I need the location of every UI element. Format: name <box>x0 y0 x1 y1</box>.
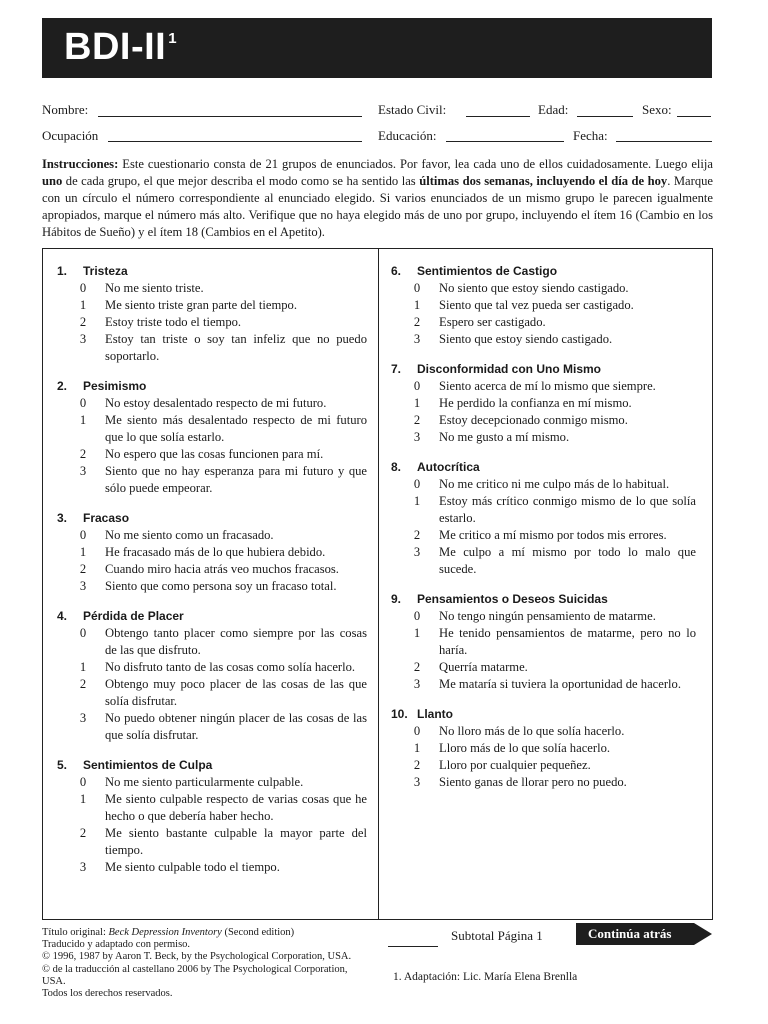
answer-option-text: Siento que estoy siendo castigado. <box>439 332 613 346</box>
answer-option[interactable] <box>391 378 696 395</box>
question-item <box>391 263 696 348</box>
answer-option-text: Lloro por cualquier pequeñez. <box>439 758 591 772</box>
answer-option-text: Me mataría si tuviera la oportunidad de hacerlo. <box>439 677 681 691</box>
answer-option[interactable] <box>57 791 367 825</box>
answer-option-number[interactable]: 1 <box>413 741 421 755</box>
title-text: BDI-II <box>64 26 167 68</box>
question-number: 9. <box>391 592 402 606</box>
estado-civil-field[interactable] <box>378 102 446 118</box>
answer-option-text: Me siento bastante culpable la mayor parte del tiempo. <box>105 826 367 857</box>
edad-line[interactable] <box>577 116 633 117</box>
estado-civil-line[interactable] <box>466 116 530 117</box>
answer-option[interactable] <box>57 446 367 463</box>
answer-option-text: No disfruto tanto de las cosas como solía hacerlo. <box>105 660 356 674</box>
educacion-line[interactable] <box>446 141 564 142</box>
answer-option[interactable] <box>57 859 367 876</box>
instructions-lead: Instrucciones: <box>42 157 119 171</box>
answer-option[interactable] <box>57 676 367 710</box>
answer-option[interactable] <box>57 297 367 314</box>
answer-option-number[interactable]: 0 <box>79 626 87 640</box>
instructions-bold-2: últimas dos semanas, incluyendo el día de hoy <box>419 174 668 188</box>
answer-option-text: Me critico a mí mismo por todos mis errores. <box>439 528 667 542</box>
answer-option-text: Obtengo tanto placer como siempre por las cosas de las que disfruto. <box>105 626 367 657</box>
answer-option-number[interactable]: 1 <box>79 298 87 312</box>
answer-option-text: He tenido pensamientos de matarme, pero no lo haría. <box>439 626 696 657</box>
answer-option[interactable] <box>391 314 696 331</box>
question-title-text: Fracaso <box>83 511 130 525</box>
answer-option-number[interactable]: 2 <box>413 528 421 542</box>
answer-option-number[interactable]: 0 <box>413 724 421 738</box>
answer-option[interactable] <box>57 527 367 544</box>
question-item <box>57 510 367 595</box>
answer-option-number[interactable]: 1 <box>413 494 421 508</box>
answer-option[interactable] <box>391 544 696 578</box>
answer-option-text: Lloro más de lo que solía hacerlo. <box>439 741 611 755</box>
question-item <box>57 757 367 876</box>
nombre-field[interactable] <box>42 102 88 118</box>
answer-option-number[interactable]: 0 <box>79 528 87 542</box>
sexo-field[interactable] <box>642 102 672 118</box>
answer-option[interactable] <box>57 412 367 446</box>
answer-option-text: No espero que las cosas funcionen para mí. <box>105 447 324 461</box>
fecha-line[interactable] <box>616 141 712 142</box>
subtotal-line[interactable] <box>388 946 438 947</box>
answer-option-number[interactable]: 2 <box>79 562 87 576</box>
answer-option-number[interactable]: 3 <box>413 775 421 789</box>
question-number: 10. <box>391 707 408 721</box>
answer-option[interactable] <box>57 625 367 659</box>
answer-option-number[interactable]: 2 <box>413 758 421 772</box>
educacion-label: Educación: <box>378 128 437 143</box>
question-title-text: Sentimientos de Culpa <box>83 758 213 772</box>
fecha-field[interactable] <box>573 128 608 144</box>
nombre-label: Nombre: <box>42 102 89 117</box>
answer-option-number[interactable]: 1 <box>413 396 421 410</box>
answer-option-number[interactable]: 0 <box>413 609 421 623</box>
question-title <box>391 459 696 476</box>
question-item <box>391 591 696 693</box>
answer-option[interactable] <box>391 527 696 544</box>
answer-option-number[interactable]: 3 <box>413 545 421 559</box>
question-title <box>57 757 367 774</box>
answer-option-text: Siento acerca de mí lo mismo que siempre. <box>439 379 656 393</box>
original-title-prefix: Título original: <box>42 927 109 938</box>
question-number: 1. <box>57 264 68 278</box>
copyright-notice <box>42 927 372 1000</box>
answer-option[interactable] <box>391 740 696 757</box>
answer-option-text: Estoy tan triste o soy tan infeliz que no puedo soportarlo. <box>105 332 367 363</box>
copyright-original: © 1996, 1987 by Aaron T. Beck, by the Psychological Corporation, USA. <box>42 951 352 963</box>
column-divider <box>378 249 379 919</box>
answer-option-text: No lloro más de lo que solía hacerlo. <box>439 724 625 738</box>
edad-field[interactable] <box>538 102 568 118</box>
answer-option-text: Siento que como persona soy un fracaso total. <box>105 579 337 593</box>
subtotal-label: Subtotal Página 1 <box>451 928 543 943</box>
question-title <box>57 510 367 527</box>
adaptation-footnote: 1. Adaptación: Lic. María Elena Brenlla <box>393 971 578 983</box>
answer-option[interactable] <box>391 723 696 740</box>
left-column <box>57 263 367 889</box>
answer-option[interactable] <box>57 280 367 297</box>
answer-option-text: No me siento triste. <box>105 281 204 295</box>
answer-option[interactable] <box>391 774 696 791</box>
answer-option-number[interactable]: 2 <box>79 447 87 461</box>
answer-option-number[interactable]: 2 <box>79 677 87 691</box>
question-title <box>57 608 367 625</box>
title-footnote-marker: 1 <box>168 30 178 47</box>
question-item <box>57 378 367 497</box>
answer-option[interactable] <box>57 331 367 365</box>
answer-option[interactable] <box>57 578 367 595</box>
answer-option-text: Estoy triste todo el tiempo. <box>105 315 242 329</box>
answer-option-number[interactable]: 0 <box>79 775 87 789</box>
answer-option[interactable] <box>391 676 696 693</box>
question-title-text: Tristeza <box>83 264 128 278</box>
answer-option-number[interactable]: 3 <box>79 579 87 593</box>
answer-option[interactable] <box>57 463 367 497</box>
instructions-text-1: Este cuestionario consta de 21 grupos de enunciados. Por favor, lea cada uno de ellos cuidadosamente. Luego elija <box>118 157 713 171</box>
original-title-edition: (Second edition) <box>221 927 295 938</box>
question-number: 2. <box>57 379 68 393</box>
question-title <box>391 591 696 608</box>
question-title <box>57 378 367 395</box>
answer-option-text: No siento que estoy siendo castigado. <box>439 281 629 295</box>
continue-arrow-icon <box>694 923 712 945</box>
answer-option-text: No me gusto a mí mismo. <box>439 430 570 444</box>
answer-option-text: Obtengo muy poco placer de las cosas de las que solía disfrutar. <box>105 677 367 708</box>
question-item <box>391 459 696 578</box>
instructions-bold-1: uno <box>42 174 63 188</box>
answer-option[interactable] <box>391 659 696 676</box>
answer-option-number[interactable]: 3 <box>413 332 421 346</box>
instructions-text-2: de cada grupo, el que mejor describa el modo como se ha sentido las <box>62 174 420 188</box>
answer-option-number[interactable]: 0 <box>79 396 87 410</box>
answer-option[interactable] <box>57 561 367 578</box>
answer-option-text: Cuando miro hacia atrás veo muchos fracasos. <box>105 562 339 576</box>
question-number: 6. <box>391 264 402 278</box>
answer-option-number[interactable]: 0 <box>413 281 421 295</box>
question-item <box>391 361 696 446</box>
answer-option[interactable] <box>391 280 696 297</box>
ocupacion-label: Ocupación <box>42 128 99 143</box>
question-title-text: Pensamientos o Deseos Suicidas <box>417 592 608 606</box>
answer-option[interactable] <box>57 710 367 744</box>
answer-option-text: He perdido la confianza en mí mismo. <box>439 396 632 410</box>
answer-option-number[interactable]: 0 <box>79 281 87 295</box>
answer-option-number[interactable]: 1 <box>79 545 87 559</box>
ocupacion-line[interactable] <box>108 141 362 142</box>
question-title <box>57 263 367 280</box>
answer-option[interactable] <box>57 825 367 859</box>
question-number: 7. <box>391 362 402 376</box>
question-title-text: Sentimientos de Castigo <box>417 264 558 278</box>
answer-option-number[interactable]: 3 <box>79 860 87 874</box>
answer-option[interactable] <box>57 659 367 676</box>
answer-option-text: No me siento como un fracasado. <box>105 528 274 542</box>
questionnaire-box <box>42 248 713 920</box>
answer-option-number[interactable]: 2 <box>413 660 421 674</box>
answer-option-text: Estoy más crítico conmigo mismo de lo que solía estarlo. <box>439 494 696 525</box>
question-title-text: Pérdida de Placer <box>83 609 184 623</box>
right-column <box>391 263 696 804</box>
edad-label: Edad: <box>538 102 569 117</box>
original-title-name: Beck Depression Inventory <box>108 927 222 938</box>
answer-option-number[interactable]: 2 <box>79 315 87 329</box>
question-title-text: Disconformidad con Uno Mismo <box>417 362 602 376</box>
answer-option[interactable] <box>391 297 696 314</box>
answer-option-text: No me critico ni me culpo más de lo habitual. <box>439 477 670 491</box>
answer-option-text: Espero ser castigado. <box>439 315 546 329</box>
answer-option[interactable] <box>391 331 696 348</box>
rights-reserved: Todos los derechos reservados. <box>42 988 173 1000</box>
translation-permission: Traducido y adaptado con permiso. <box>42 939 191 951</box>
answer-option-text: Siento ganas de llorar pero no puedo. <box>439 775 627 789</box>
answer-option[interactable] <box>391 608 696 625</box>
answer-option[interactable] <box>391 412 696 429</box>
question-title <box>391 706 696 723</box>
question-number: 8. <box>391 460 402 474</box>
question-number: 4. <box>57 609 68 623</box>
answer-option-text: No me siento particularmente culpable. <box>105 775 304 789</box>
answer-option-text: No tengo ningún pensamiento de matarme. <box>439 609 656 623</box>
answer-option-text: Estoy decepcionado conmigo mismo. <box>439 413 628 427</box>
answer-option[interactable] <box>57 314 367 331</box>
answer-option-text: Siento que no hay esperanza para mi futuro y que sólo puede empeorar. <box>105 464 367 495</box>
instructions-paragraph <box>42 156 713 241</box>
copyright-translation: © de la traducción al castellano 2006 by The Psychological Corporation, USA. <box>42 963 348 987</box>
question-title-text: Autocrítica <box>417 460 480 474</box>
answer-option-text: Me siento culpable respecto de varias cosas que he hecho o que debería haber hecho. <box>105 792 367 823</box>
question-item <box>57 263 367 365</box>
answer-option-text: Me siento triste gran parte del tiempo. <box>105 298 297 312</box>
educacion-field[interactable] <box>378 128 436 144</box>
answer-option-text: Querría matarme. <box>439 660 528 674</box>
sexo-line[interactable] <box>677 116 711 117</box>
answer-option[interactable] <box>391 429 696 446</box>
question-number: 5. <box>57 758 68 772</box>
question-title <box>391 263 696 280</box>
title-banner <box>42 18 712 78</box>
sexo-label: Sexo: <box>642 102 672 117</box>
original-title-line <box>42 927 372 939</box>
continue-on-back-banner: Continúa atrás <box>576 923 694 945</box>
question-title <box>391 361 696 378</box>
answer-option-text: Me siento culpable todo el tiempo. <box>105 860 280 874</box>
answer-option-number[interactable]: 1 <box>413 298 421 312</box>
nombre-line[interactable] <box>98 116 362 117</box>
answer-option-number[interactable]: 3 <box>79 464 87 478</box>
answer-option-number[interactable]: 2 <box>79 826 87 840</box>
answer-option-number[interactable]: 1 <box>413 626 421 640</box>
answer-option-number[interactable]: 2 <box>413 413 421 427</box>
answer-option-number[interactable]: 0 <box>413 477 421 491</box>
answer-option-number[interactable]: 2 <box>413 315 421 329</box>
instructions-text-3: . Marque con un círculo el número correspondiente al enunciado elegido. Si varios enunciados de un mismo grupo le parecen igualmente apropiados, marque el número más alto. Verifique que no haya elegido más de uno por grupo, incluyendo el ítem 16 (Cambio en los Hábitos de Sueño) y el ítem 18 (Cambios en el Apetito). <box>42 174 714 239</box>
answer-option-number[interactable]: 1 <box>79 660 87 674</box>
answer-option[interactable] <box>391 493 696 527</box>
answer-option[interactable] <box>57 544 367 561</box>
question-item <box>57 608 367 744</box>
answer-option-number[interactable]: 3 <box>413 677 421 691</box>
answer-option[interactable] <box>57 395 367 412</box>
page-title <box>64 26 177 69</box>
answer-option-number[interactable]: 3 <box>413 430 421 444</box>
question-title-text: Llanto <box>417 707 453 721</box>
question-title-text: Pesimismo <box>83 379 147 393</box>
question-number: 3. <box>57 511 68 525</box>
answer-option-number[interactable]: 0 <box>413 379 421 393</box>
answer-option-text: No puedo obtener ningún placer de las cosas de las que solía disfrutar. <box>105 711 367 742</box>
answer-option-text: No estoy desalentado respecto de mi futuro. <box>105 396 327 410</box>
ocupacion-field[interactable] <box>42 128 98 144</box>
answer-option[interactable] <box>57 774 367 791</box>
answer-option-text: Me siento más desalentado respecto de mi futuro que lo que solía estarlo. <box>105 413 367 444</box>
answer-option[interactable] <box>391 395 696 412</box>
question-item <box>391 706 696 791</box>
answer-option-number[interactable]: 3 <box>79 332 87 346</box>
answer-option-number[interactable]: 1 <box>79 792 87 806</box>
answer-option-number[interactable]: 1 <box>79 413 87 427</box>
answer-option-text: He fracasado más de lo que hubiera debido. <box>105 545 326 559</box>
answer-option[interactable] <box>391 476 696 493</box>
answer-option-text: Me culpo a mí mismo por todo lo malo que sucede. <box>439 545 696 576</box>
answer-option[interactable] <box>391 625 696 659</box>
fecha-label: Fecha: <box>573 128 608 143</box>
answer-option-text: Siento que tal vez pueda ser castigado. <box>439 298 634 312</box>
answer-option[interactable] <box>391 757 696 774</box>
answer-option-number[interactable]: 3 <box>79 711 87 725</box>
estado-civil-label: Estado Civil: <box>378 102 447 117</box>
